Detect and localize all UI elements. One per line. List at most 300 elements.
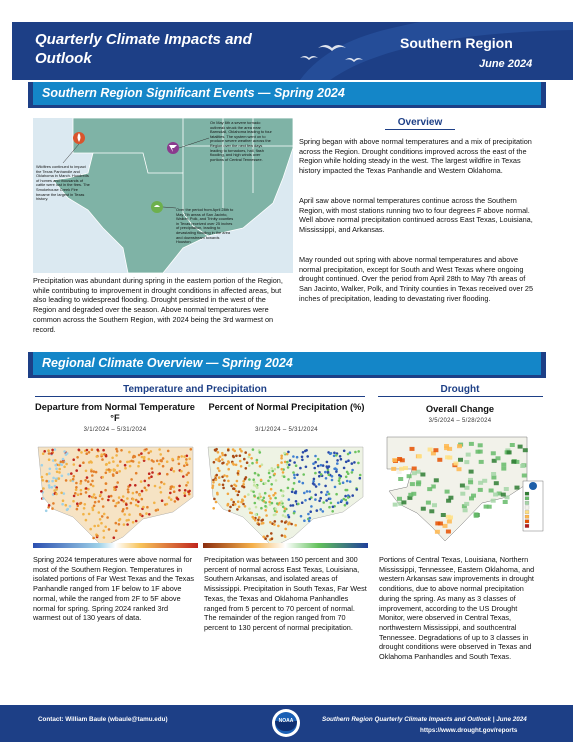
station-dot xyxy=(243,486,246,489)
station-dot xyxy=(293,477,296,480)
station-dot xyxy=(248,464,251,467)
drought-change-cell xyxy=(437,458,442,462)
overview-heading: Overview xyxy=(397,117,443,128)
station-dot xyxy=(295,500,298,503)
station-dot xyxy=(178,485,181,488)
station-dot xyxy=(90,483,93,486)
station-dot xyxy=(331,479,334,482)
station-dot xyxy=(236,480,239,483)
station-dot xyxy=(184,494,187,497)
drought-change-cell xyxy=(464,502,469,506)
drought-change-cell xyxy=(491,476,496,480)
station-dot xyxy=(296,456,299,459)
station-dot xyxy=(42,479,45,482)
station-dot xyxy=(336,459,339,462)
region-title: Southern Region xyxy=(400,35,513,51)
station-dot xyxy=(103,513,106,516)
station-dot xyxy=(211,486,214,489)
station-dot xyxy=(276,502,279,505)
station-dot xyxy=(173,470,176,473)
station-dot xyxy=(265,514,268,517)
station-dot xyxy=(320,473,323,476)
station-dot xyxy=(268,495,271,498)
drought-change-cell xyxy=(496,456,501,460)
station-dot xyxy=(356,488,359,491)
wildfire-callout: Wildfires continued to impact the Texas Panhandle and Oklahoma in March. Hundreds of homes and thousands of cattle were lost in the fires. The Smokehouse Creek Fire became the largest in Texas history. xyxy=(36,164,90,202)
station-dot xyxy=(288,516,291,519)
station-dot xyxy=(168,496,171,499)
station-dot xyxy=(218,483,221,486)
station-dot xyxy=(277,464,280,467)
station-dot xyxy=(292,471,295,474)
station-dot xyxy=(54,459,57,462)
station-dot xyxy=(112,460,115,463)
station-dot xyxy=(312,480,315,483)
station-dot xyxy=(80,451,83,454)
rain-callout: Over the period from April 28th to May 7th areas of San Jacinto, Walker, Polk, and Trinity counties in Texas received over 25 inches of precipitation, leading to devastating flooding in the area and downstream towards Houston. xyxy=(176,207,234,245)
station-dot xyxy=(243,458,246,461)
station-dot xyxy=(148,513,151,516)
station-dot xyxy=(317,458,320,461)
station-dot xyxy=(92,537,95,540)
station-dot xyxy=(331,475,334,478)
station-dot xyxy=(85,491,88,494)
drought-change-cell xyxy=(501,463,506,467)
station-dot xyxy=(290,523,293,526)
station-dot xyxy=(223,479,226,482)
precip-map-dates: 3/1/2024 – 5/31/2024 xyxy=(255,427,318,433)
drought-change-cell xyxy=(435,530,440,534)
station-dot xyxy=(183,465,186,468)
station-dot xyxy=(139,494,142,497)
station-dot xyxy=(67,508,70,511)
station-dot xyxy=(160,460,163,463)
station-dot xyxy=(162,457,165,460)
footer-contact: Contact: William Baule (wbaule@tamu.edu) xyxy=(38,716,168,723)
section-bar-climate-overview: Regional Climate Overview — Spring 2024 xyxy=(33,352,541,375)
station-dot xyxy=(258,516,261,519)
station-dot xyxy=(88,495,91,498)
station-dot xyxy=(50,452,53,455)
station-dot xyxy=(147,452,150,455)
station-dot xyxy=(115,486,118,489)
station-dot xyxy=(318,500,321,503)
drought-map-dates: 3/5/2024 – 5/28/2024 xyxy=(428,418,492,424)
station-dot xyxy=(252,491,255,494)
station-dot xyxy=(253,494,256,497)
precip-map-caption: Precipitation was between 150 percent and 300 percent of normal across East Texas, Louisiana, Southern Arkansas, and isolated areas of Mississippi. Precipitation in South Texas, Far West Texas, the Texas and Oklahoma Panhandles ranged from 5 percent to 70 percent of normal. The remainder of the region ranged from 70 percent to 130 percent of normal precipitation. xyxy=(204,555,367,632)
station-dot xyxy=(315,485,318,488)
station-dot xyxy=(235,490,238,493)
station-dot xyxy=(333,455,336,458)
station-dot xyxy=(221,452,224,455)
station-dot xyxy=(235,455,238,458)
station-dot xyxy=(92,485,95,488)
legend-swatch xyxy=(525,524,529,527)
drought-map-title: Overall Change xyxy=(425,404,495,414)
station-dot xyxy=(135,504,138,507)
station-dot xyxy=(93,505,96,508)
drought-change-cell xyxy=(446,530,451,534)
legend-swatch xyxy=(525,506,529,509)
station-dot xyxy=(154,485,157,488)
station-dot xyxy=(137,501,140,504)
station-dot xyxy=(251,462,254,465)
station-dot xyxy=(252,448,255,451)
drought-change-cell xyxy=(463,508,468,512)
station-dot xyxy=(112,473,115,476)
station-dot xyxy=(98,511,101,514)
station-dot xyxy=(124,467,127,470)
station-dot xyxy=(132,498,135,501)
station-dot xyxy=(256,459,259,462)
station-dot xyxy=(148,458,151,461)
drought-change-cell xyxy=(426,501,431,505)
station-dot xyxy=(218,470,221,473)
station-dot xyxy=(56,471,59,474)
station-dot xyxy=(289,459,292,462)
station-dot xyxy=(162,465,165,468)
station-dot xyxy=(70,472,73,475)
drought-change-cell xyxy=(464,486,469,490)
drought-change-cell xyxy=(445,490,450,494)
station-dot xyxy=(280,461,283,464)
station-dot xyxy=(55,467,58,470)
footer-publication: Southern Region Quarterly Climate Impacts and Outlook | June 2024 xyxy=(322,716,527,723)
station-dot xyxy=(239,448,242,451)
temperature-departure-map xyxy=(33,437,198,549)
drought-change-cell xyxy=(408,493,413,497)
station-dot xyxy=(80,493,83,496)
station-dot xyxy=(178,489,181,492)
station-dot xyxy=(274,497,277,500)
station-dot xyxy=(313,478,316,481)
station-dot xyxy=(85,487,88,490)
station-dot xyxy=(232,455,235,458)
station-dot xyxy=(232,501,235,504)
drought-change-cell xyxy=(441,513,446,517)
station-dot xyxy=(61,503,64,506)
drought-change-cell xyxy=(457,444,462,448)
station-dot xyxy=(282,514,285,517)
station-dot xyxy=(108,468,111,471)
station-dot xyxy=(213,498,216,501)
station-dot xyxy=(289,504,292,507)
station-dot xyxy=(76,456,79,459)
station-dot xyxy=(96,449,99,452)
station-dot xyxy=(105,463,108,466)
station-dot xyxy=(58,471,61,474)
station-dot xyxy=(160,491,163,494)
station-dot xyxy=(137,465,140,468)
temp-precip-heading: Temperature and Precipitation xyxy=(123,384,267,395)
temp-precip-rule xyxy=(35,396,365,397)
events-map-caption: Precipitation was abundant during spring in the eastern portion of the Region, while contributing to improvement in drought conditions in affected areas, but also leading to widespread flooding. Drought persisted in the west of the Region and degraded over the season. Above normal temperatures were common across the Southern Region, with 2024 being the 3rd warmest on record. xyxy=(33,276,283,334)
station-dot xyxy=(161,499,164,502)
station-dot xyxy=(111,457,114,460)
station-dot xyxy=(147,484,150,487)
station-dot xyxy=(72,478,75,481)
station-dot xyxy=(338,477,341,480)
station-dot xyxy=(55,493,58,496)
station-dot xyxy=(129,465,132,468)
station-dot xyxy=(294,491,297,494)
station-dot xyxy=(130,460,133,463)
station-dot xyxy=(171,485,174,488)
drought-map-caption: Portions of Central Texas, Louisiana, Northern Mississippi, Tennessee, Eastern Oklahoma, and western Arkansas saw improvements in drought conditions, due to above normal precipitation during the spring. As many as 3 classes of improvement, according to the US Drought Monitor, were observed in Central Texas, northwestern Mississippi, and southcentral Tennessee. Degradations of up to 3 classes in drought conditions were observed in Texas and Oklahoma Panhandles and South Texas. xyxy=(379,555,535,662)
station-dot xyxy=(87,480,90,483)
station-dot xyxy=(264,509,267,512)
station-dot xyxy=(228,510,231,513)
station-dot xyxy=(120,449,123,452)
station-dot xyxy=(264,501,267,504)
station-dot xyxy=(232,462,235,465)
station-dot xyxy=(325,493,328,496)
station-dot xyxy=(314,494,317,497)
station-dot xyxy=(138,461,141,464)
station-dot xyxy=(292,504,295,507)
station-dot xyxy=(158,463,161,466)
drought-change-cell xyxy=(408,501,413,505)
station-dot xyxy=(274,492,277,495)
station-dot xyxy=(142,506,145,509)
drought-change-cell xyxy=(484,505,489,509)
station-dot xyxy=(100,491,103,494)
station-dot xyxy=(159,486,162,489)
station-dot xyxy=(72,500,75,503)
station-dot xyxy=(281,468,284,471)
station-dot xyxy=(331,510,334,513)
station-dot xyxy=(268,472,271,475)
station-dot xyxy=(151,471,154,474)
station-dot xyxy=(84,479,87,482)
station-dot xyxy=(273,523,276,526)
station-dot xyxy=(333,468,336,471)
station-dot xyxy=(116,464,119,467)
station-dot xyxy=(61,475,64,478)
noaa-logo-icon xyxy=(272,709,300,737)
station-dot xyxy=(169,487,172,490)
station-dot xyxy=(249,511,252,514)
drought-change-cell xyxy=(434,478,439,482)
station-dot xyxy=(95,471,98,474)
station-dot xyxy=(78,449,81,452)
station-dot xyxy=(100,453,103,456)
station-dot xyxy=(256,461,259,464)
station-dot xyxy=(227,468,230,471)
station-dot xyxy=(94,501,97,504)
station-dot xyxy=(119,460,122,463)
temp-map-caption: Spring 2024 temperatures were above normal for most of the Southern Region. Temperatures in isolated portions of Far West Texas and the Texas Panhandle ranged from 1F below to 1F above normal, while the ranged from 2F to 5F above normal for spring. Spring 2024 ranked 3rd warmest out of 130 years of data. xyxy=(33,555,195,623)
overview-paragraph-3: May rounded out spring with above normal temperatures and above normal precipitation, except for South and West Texas where ongoing drought continued. Over the period from April 28th to May 7th areas of San Jacinto, Walker, Polk, and Trinity counties in Texas received over 25 inches of precipitation, leading to devastating river flooding. xyxy=(299,255,534,303)
station-dot xyxy=(242,503,245,506)
station-dot xyxy=(226,463,229,466)
station-dot xyxy=(335,454,338,457)
station-dot xyxy=(351,469,354,472)
station-dot xyxy=(271,538,274,541)
station-dot xyxy=(130,502,133,505)
station-dot xyxy=(171,458,174,461)
station-dot xyxy=(86,449,89,452)
station-dot xyxy=(286,461,289,464)
station-dot xyxy=(272,494,275,497)
station-dot xyxy=(92,496,95,499)
station-dot xyxy=(325,477,328,480)
station-dot xyxy=(281,520,284,523)
station-dot xyxy=(217,460,220,463)
station-dot xyxy=(100,522,103,525)
footer-url[interactable]: https://www.drought.gov/reports xyxy=(420,727,518,734)
station-dot xyxy=(283,475,286,478)
station-dot xyxy=(237,470,240,473)
station-dot xyxy=(135,499,138,502)
station-dot xyxy=(158,472,161,475)
station-dot xyxy=(79,502,82,505)
station-dot xyxy=(42,487,45,490)
station-dot xyxy=(62,499,65,502)
station-dot xyxy=(314,472,317,475)
station-dot xyxy=(332,506,335,509)
drought-change-cell xyxy=(460,484,465,488)
station-dot xyxy=(102,505,105,508)
drought-change-cell xyxy=(438,522,443,526)
station-dot xyxy=(309,510,312,513)
drought-change-cell xyxy=(491,451,496,455)
station-dot xyxy=(229,506,232,509)
station-dot xyxy=(166,473,169,476)
drought-change-cell xyxy=(399,467,404,471)
station-dot xyxy=(257,497,260,500)
station-dot xyxy=(240,501,243,504)
station-dot xyxy=(232,487,235,490)
station-dot xyxy=(316,509,319,512)
station-dot xyxy=(254,502,257,505)
station-dot xyxy=(326,491,329,494)
station-dot xyxy=(143,449,146,452)
station-dot xyxy=(180,455,183,458)
station-dot xyxy=(140,452,143,455)
station-dot xyxy=(113,469,116,472)
station-dot xyxy=(118,523,121,526)
station-dot xyxy=(155,509,158,512)
station-dot xyxy=(239,454,242,457)
station-dot xyxy=(280,503,283,506)
station-dot xyxy=(306,455,309,458)
station-dot xyxy=(266,535,269,538)
drought-change-cell xyxy=(447,456,452,460)
station-dot xyxy=(339,455,342,458)
station-dot xyxy=(346,502,349,505)
station-dot xyxy=(41,464,44,467)
station-dot xyxy=(256,486,259,489)
station-dot xyxy=(80,489,83,492)
station-dot xyxy=(60,492,63,495)
drought-change-cell xyxy=(410,482,415,486)
drought-change-cell xyxy=(443,524,448,528)
station-dot xyxy=(238,506,241,509)
station-dot xyxy=(60,461,63,464)
station-dot xyxy=(224,454,227,457)
station-dot xyxy=(313,483,316,486)
station-dot xyxy=(217,451,220,454)
drought-change-cell xyxy=(391,467,396,471)
station-dot xyxy=(298,480,301,483)
station-dot xyxy=(219,456,222,459)
station-dot xyxy=(357,450,360,453)
station-dot xyxy=(123,523,126,526)
station-dot xyxy=(271,470,274,473)
station-dot xyxy=(261,522,264,525)
station-dot xyxy=(47,449,50,452)
station-dot xyxy=(336,462,339,465)
drought-change-cell xyxy=(429,509,434,513)
station-dot xyxy=(345,476,348,479)
drought-change-cell xyxy=(515,486,520,490)
station-dot xyxy=(115,471,118,474)
station-dot xyxy=(51,507,54,510)
station-dot xyxy=(85,470,88,473)
station-dot xyxy=(116,502,119,505)
station-dot xyxy=(188,493,191,496)
station-dot xyxy=(145,489,148,492)
station-dot xyxy=(93,525,96,528)
station-dot xyxy=(89,528,92,531)
station-dot xyxy=(338,479,341,482)
drought-change-cell xyxy=(479,460,484,464)
station-dot xyxy=(102,449,105,452)
station-dot xyxy=(319,497,322,500)
station-dot xyxy=(268,469,271,472)
station-dot xyxy=(245,467,248,470)
station-dot xyxy=(344,495,347,498)
station-dot xyxy=(260,507,263,510)
station-dot xyxy=(129,484,132,487)
station-dot xyxy=(79,464,82,467)
drought-change-cell xyxy=(504,487,509,491)
station-dot xyxy=(306,490,309,493)
station-dot xyxy=(140,480,143,483)
station-dot xyxy=(113,536,116,539)
station-dot xyxy=(325,499,328,502)
station-dot xyxy=(185,461,188,464)
station-dot xyxy=(302,473,305,476)
station-dot xyxy=(84,503,87,506)
station-dot xyxy=(318,483,321,486)
drought-change-cell xyxy=(393,503,398,507)
drought-change-cell xyxy=(491,499,496,503)
station-dot xyxy=(237,494,240,497)
drought-change-cell xyxy=(507,450,512,454)
drought-change-cell xyxy=(494,481,499,485)
station-dot xyxy=(101,476,104,479)
station-dot xyxy=(244,478,247,481)
station-dot xyxy=(65,504,68,507)
station-dot xyxy=(305,449,308,452)
overview-underline xyxy=(385,129,455,130)
station-dot xyxy=(232,448,235,451)
station-dot xyxy=(146,506,149,509)
station-dot xyxy=(169,492,172,495)
station-dot xyxy=(357,462,360,465)
legend-swatch xyxy=(525,515,529,518)
station-dot xyxy=(88,451,91,454)
station-dot xyxy=(250,457,253,460)
station-dot xyxy=(274,508,277,511)
station-dot xyxy=(73,495,76,498)
station-dot xyxy=(141,490,144,493)
station-dot xyxy=(74,492,77,495)
station-dot xyxy=(93,470,96,473)
